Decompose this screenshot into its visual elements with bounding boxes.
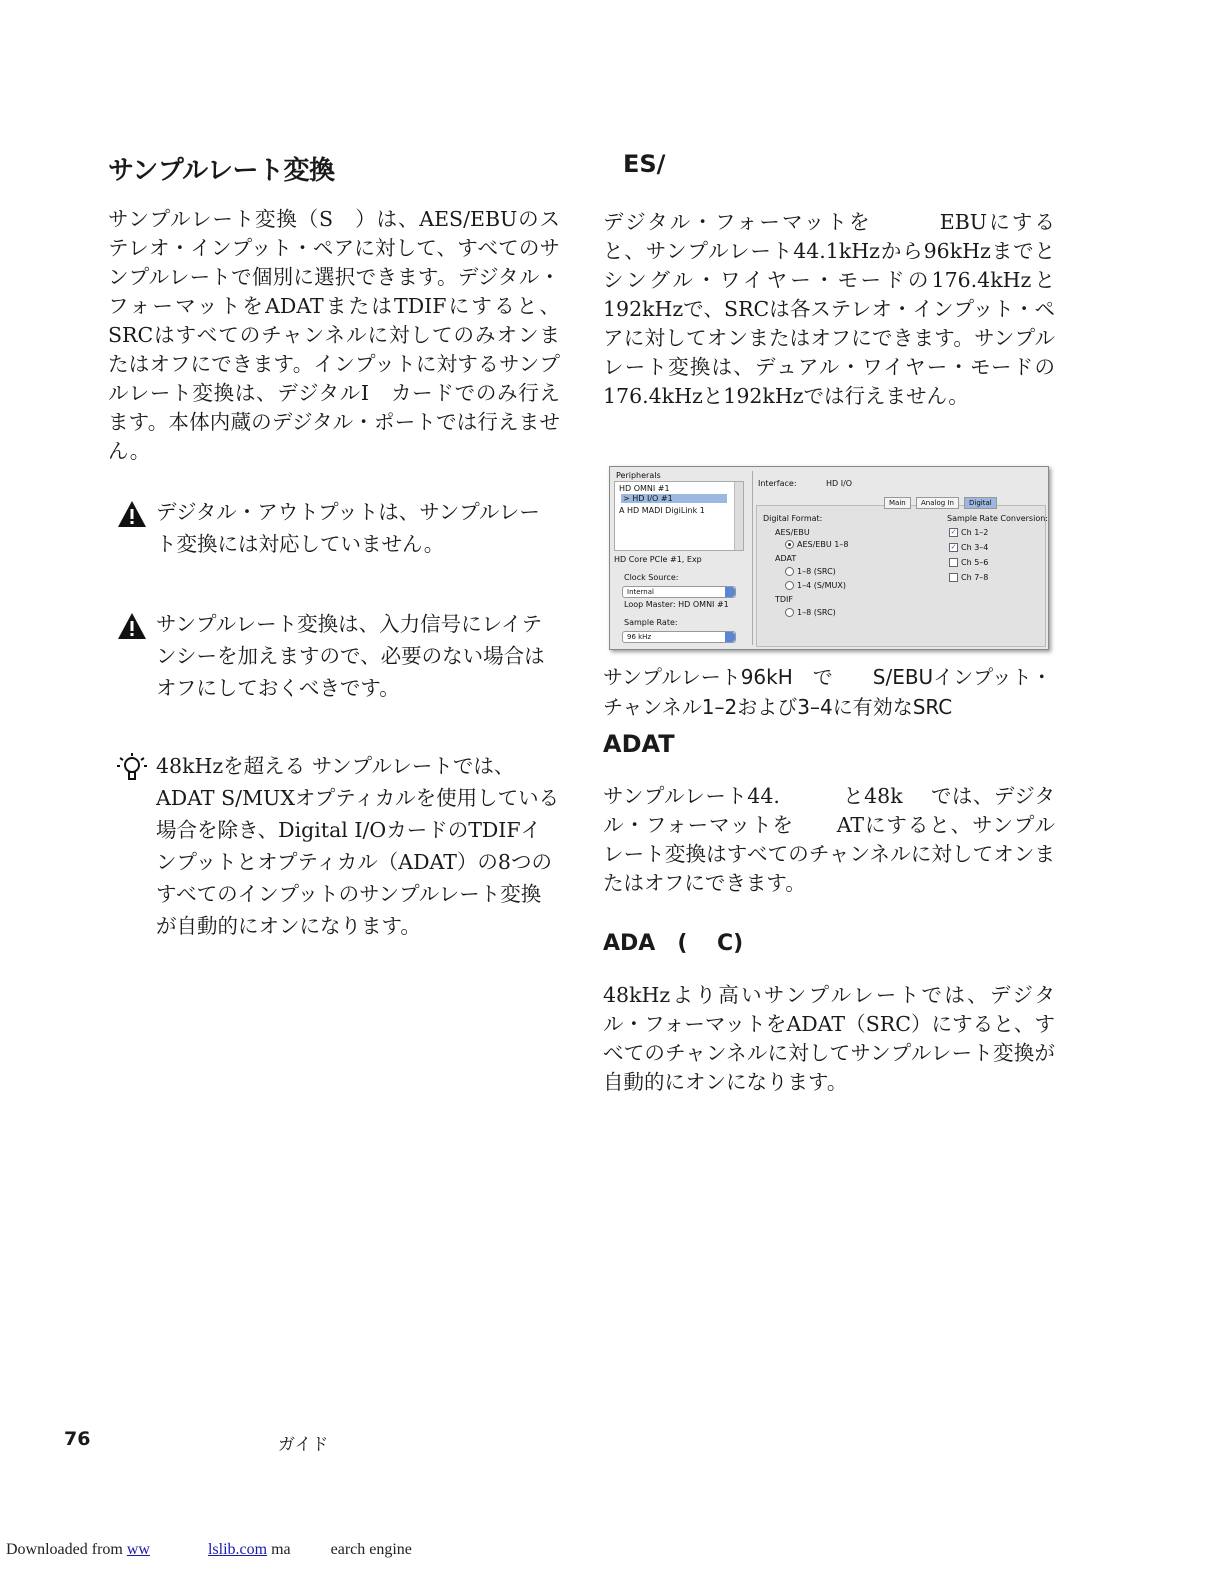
ch56-label: Ch 5–6 xyxy=(961,558,989,567)
loop-master-label: Loop Master: HD OMNI #1 xyxy=(624,600,729,609)
ch34-checkbox[interactable]: ✓ xyxy=(950,543,957,551)
digital-format-label: Digital Format: xyxy=(763,514,823,523)
aes-ebu-option: AES/EBU 1–8 xyxy=(797,540,849,549)
adat-smux-radio[interactable] xyxy=(785,581,794,590)
adat-src-paragraph: 48kHzより高いサンプルレートでは、デジタル・フォーマットをADAT（SRC）にすると、すべてのチャンネルに対してサンプルレート変換が自動的にオンになります。 xyxy=(603,983,1055,1094)
chevron-down-icon xyxy=(725,587,735,597)
adat-src-radio[interactable] xyxy=(785,567,794,576)
clock-source-label: Clock Source: xyxy=(624,573,679,582)
peripheral-item[interactable]: A HD MADI DigiLink 1 xyxy=(619,506,705,515)
tab-analog-in[interactable]: Analog In xyxy=(916,497,959,509)
card-label: HD Core PCIe #1, Exp xyxy=(614,555,702,564)
download-mid: ma xyxy=(271,1541,291,1558)
ch56-checkbox[interactable] xyxy=(949,558,958,567)
download-notice xyxy=(6,1541,412,1559)
tip-note xyxy=(108,750,560,942)
adat-src-section xyxy=(603,926,1055,1097)
adat-paragraph: サンプルレート44. と48k では、デジタル・フォーマットを ATにすると、サンプルレート変換はすべてのチャンネルに対してオンまたはオフにできます。 xyxy=(603,784,1055,895)
tdif-src-radio[interactable] xyxy=(785,608,794,617)
right-column xyxy=(603,150,1055,411)
tdif-label: TDIF xyxy=(775,595,794,604)
peripheral-item[interactable]: HD OMNI #1 xyxy=(619,484,670,493)
ch78-label: Ch 7–8 xyxy=(961,573,989,582)
src-label: Sample Rate Conversion: xyxy=(947,514,1048,523)
warning-text-2: サンプルレート変換は、入力信号にレイテンシーを加えますので、必要のない場合はオフにしておくべきです。 xyxy=(156,612,545,700)
warning-note-1 xyxy=(108,496,560,560)
figure-caption: サンプルレート96kH で S/EBUインプット・チャンネル1–2および3–4に有効なSRC xyxy=(603,665,1052,719)
aes-ebu-label: AES/EBU xyxy=(775,528,810,537)
intro-paragraph: サンプルレート変換（S ）は、AES/EBUのステレオ・インプット・ペアに対して、すべてのサンプルレートで個別に選択できます。デジタル・フォーマットをADATまたはTDIFにすると、SRCはすべてのチャンネルに対してのみオンまたはオフにできます。インプットに対するサンプルレート変換は、デジタルI カードでのみ行えます。本体内蔵のデジタル・ポートでは行えません。 xyxy=(108,207,560,463)
adat-src-heading: ADA ( C) xyxy=(603,931,744,956)
scrollbar[interactable] xyxy=(734,482,743,550)
ch34-label: Ch 3–4 xyxy=(961,543,989,552)
section-heading: サンプルレート変換 xyxy=(108,156,335,186)
sample-rate-label: Sample Rate: xyxy=(624,618,678,627)
chevron-down-icon xyxy=(725,632,735,642)
digital-panel xyxy=(756,505,1046,647)
aes-ebu-paragraph: デジタル・フォーマットを EBUにすると、サンプルレート44.1kHzから96kHzまでとシングル・ワイヤー・モードの176.4kHzと192kHzで、SRCは各ステレオ・インプット・ペアに対してオンまたはオフにできます。サンプルレート変換は、デュアル・ワイヤー・モードの176.4kHzと192kHzでは行えません。 xyxy=(603,210,1055,408)
warning-text-1: デジタル・アウトプットは、サンプルレート変換には対応していません。 xyxy=(156,500,540,556)
panel-divider xyxy=(752,471,753,645)
peripherals-label: Peripherals xyxy=(616,471,661,480)
peripheral-item-selected[interactable]: > HD I/O #1 xyxy=(621,494,727,503)
tab-digital[interactable]: Digital xyxy=(964,497,997,509)
warning-icon xyxy=(116,498,148,530)
download-link[interactable]: ww xyxy=(126,1541,150,1558)
peripherals-list[interactable] xyxy=(614,481,744,551)
left-column xyxy=(108,150,560,942)
download-link[interactable]: lslib.com xyxy=(207,1541,268,1558)
tip-text: 48kHzを超える サンプルレートでは、ADAT S/MUXオプティカルを使用している場合を除き、Digital I/OカードのTDIFインプットとオプティカル（ADAT）の8つのすべてのインプットのサンプルレート変換が自動的にオンになります。 xyxy=(156,754,560,938)
adat-section xyxy=(603,730,1055,898)
warning-note-2 xyxy=(108,608,560,704)
aes-ebu-heading: ES/ xyxy=(623,150,666,178)
download-suffix: earch engine xyxy=(330,1541,412,1558)
guide-title: ガイド xyxy=(278,1435,329,1455)
tab-main[interactable]: Main xyxy=(884,497,911,509)
adat-smux-option: 1–4 (S/MUX) xyxy=(797,581,846,590)
sample-rate-select[interactable] xyxy=(622,631,736,643)
clock-source-value: Internal xyxy=(627,588,654,596)
adat-src-option: 1–8 (SRC) xyxy=(797,567,836,576)
sample-rate-value: 96 kHz xyxy=(627,633,652,641)
lightbulb-icon xyxy=(116,752,148,784)
tdif-src-option: 1–8 (SRC) xyxy=(797,608,836,617)
clock-source-select[interactable] xyxy=(622,586,736,598)
interface-label: Interface: xyxy=(758,479,797,488)
hardware-setup-screenshot xyxy=(609,466,1049,650)
ch12-checkbox[interactable]: ✓ xyxy=(950,528,957,536)
download-prefix: Downloaded from xyxy=(6,1541,123,1558)
aes-ebu-radio[interactable] xyxy=(785,540,794,549)
ch78-checkbox[interactable] xyxy=(949,573,958,582)
page-number: 76 xyxy=(64,1428,91,1450)
warning-icon xyxy=(116,610,148,642)
ch12-label: Ch 1–2 xyxy=(961,528,989,537)
adat-label: ADAT xyxy=(775,554,797,563)
interface-value: HD I/O xyxy=(826,479,853,488)
adat-heading: ADAT xyxy=(603,730,675,758)
